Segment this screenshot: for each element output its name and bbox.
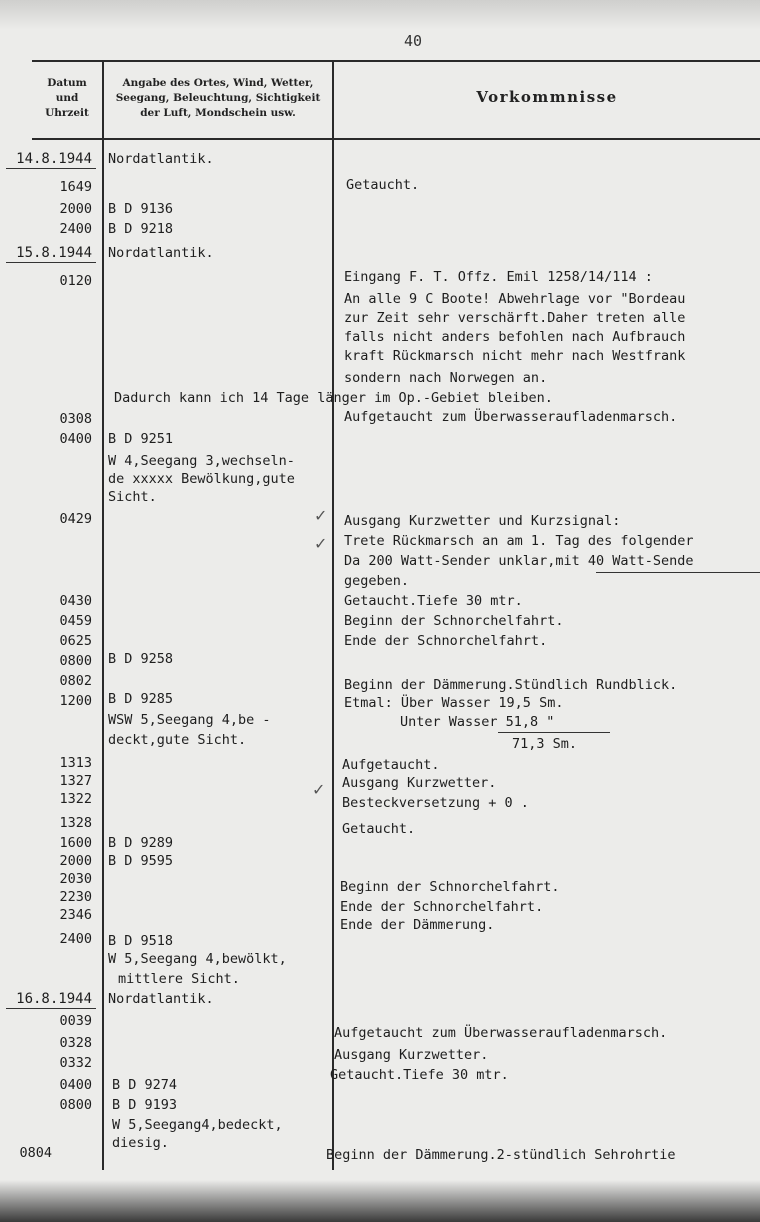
log-event: Aufgetaucht. (342, 757, 440, 773)
log-event: Ausgang Kurzwetter. (342, 775, 497, 791)
log-time: 0120 (59, 273, 92, 289)
log-event: gegeben. (344, 573, 410, 589)
log-event: 71,3 Sm. (512, 736, 578, 752)
log-time: 0308 (59, 411, 92, 427)
log-date: 15.8.1944 (16, 245, 92, 261)
log-place: Nordatlantik. (108, 151, 214, 167)
log-place: B D 9193 (112, 1097, 178, 1113)
log-place: B D 9595 (108, 853, 174, 869)
log-place: Nordatlantik. (108, 991, 214, 1007)
log-place: diesig. (112, 1135, 169, 1151)
log-place: B D 9285 (108, 691, 174, 707)
column-divider-1 (102, 60, 104, 1170)
log-event: Beginn der Dämmerung.2-stündlich Sehrohrtie (326, 1147, 676, 1163)
log-time: 0800 (59, 1097, 92, 1113)
log-time: 1322 (59, 791, 92, 807)
log-event: Beginn der Schnorchelfahrt. (344, 613, 564, 629)
header-top-rule (32, 60, 760, 62)
log-time: 0804 (19, 1145, 52, 1161)
log-event: Ende der Schnorchelfahrt. (340, 899, 544, 915)
log-event: Ausgang Kurzwetter und Kurzsignal: (344, 513, 621, 529)
log-event: Getaucht. (346, 177, 420, 193)
log-time: 0328 (59, 1035, 92, 1051)
page-number: 40 (404, 32, 423, 50)
log-time: 0800 (59, 653, 92, 669)
log-event: Beginn der Schnorchelfahrt. (340, 879, 560, 895)
log-event: zur Zeit sehr verschärft.Daher treten alle (344, 310, 686, 326)
log-place: B D 9258 (108, 651, 174, 667)
log-event: sondern nach Norwegen an. (344, 370, 548, 386)
log-event: Getaucht. (342, 821, 416, 837)
log-place: WSW 5,Seegang 4,be - (108, 712, 271, 728)
log-event: falls nicht anders befohlen nach Aufbrauch (344, 329, 686, 345)
log-event: Trete Rückmarsch an am 1. Tag des folgender (344, 533, 694, 549)
log-event: Ausgang Kurzwetter. (334, 1047, 489, 1063)
log-place: mittlere Sicht. (118, 971, 240, 987)
log-place: Sicht. (108, 489, 157, 505)
log-time: 0429 (59, 511, 92, 527)
header-datum-line3: Uhrzeit (45, 107, 89, 119)
log-place: W 5,Seegang 4,bewölkt, (108, 951, 287, 967)
log-time: 1600 (59, 835, 92, 851)
header-ort (104, 76, 332, 121)
check-mark: ✓ (312, 780, 326, 799)
log-time: 0459 (59, 613, 92, 629)
log-date: 16.8.1944 (16, 991, 92, 1007)
date-underline (6, 262, 96, 263)
log-place: deckt,gute Sicht. (108, 732, 247, 748)
log-time: 0039 (59, 1013, 92, 1029)
log-event: Aufgetaucht zum Überwasseraufladenmarsch. (334, 1025, 668, 1041)
log-event: Getaucht.Tiefe 30 mtr. (344, 593, 523, 609)
log-event: An alle 9 C Boote! Abwehrlage vor "Bordeau (344, 291, 686, 307)
log-time: 2400 (59, 221, 92, 237)
log-event: Besteckversetzung + 0 . (342, 795, 529, 811)
log-remark: Dadurch kann ich 14 Tage länger im Op.-Gebiet bleiben. (114, 390, 553, 406)
log-event: Unter Wasser 51,8 " (400, 714, 555, 730)
header-ort-line1: Angabe des Ortes, Wind, Wetter, (122, 77, 314, 89)
log-time: 2000 (59, 201, 92, 217)
log-event: Ende der Dämmerung. (340, 917, 495, 933)
log-time: 2400 (59, 931, 92, 947)
log-place: B D 9289 (108, 835, 174, 851)
log-time: 2346 (59, 907, 92, 923)
log-time: 1328 (59, 815, 92, 831)
log-event: Etmal: Über Wasser 19,5 Sm. (344, 695, 564, 711)
log-event: Eingang F. T. Offz. Emil 1258/14/114 : (344, 269, 653, 285)
log-place: B D 9218 (108, 221, 174, 237)
log-place: B D 9251 (108, 431, 174, 447)
date-underline (6, 1008, 96, 1009)
page-bottom-shadow (0, 1180, 760, 1222)
column-divider-2 (332, 60, 334, 1170)
log-place: B D 9136 (108, 201, 174, 217)
header-ort-line2: Seegang, Beleuchtung, Sichtigkeit (115, 92, 321, 104)
log-time: 0400 (59, 431, 92, 447)
log-event: Getaucht.Tiefe 30 mtr. (330, 1067, 509, 1083)
log-place: B D 9518 (108, 933, 174, 949)
log-time: 1200 (59, 693, 92, 709)
log-time: 2030 (59, 871, 92, 887)
log-time: 1649 (59, 179, 92, 195)
page-top-shadow (0, 0, 760, 30)
header-datum-line1: Datum (47, 77, 87, 89)
log-time: 0802 (59, 673, 92, 689)
header-datum-line2: und (55, 92, 79, 104)
header-vorkommnisse: Vorkommnisse (476, 88, 618, 106)
log-time: 0430 (59, 593, 92, 609)
log-time: 1313 (59, 755, 92, 771)
log-time: 1327 (59, 773, 92, 789)
sum-underline (498, 732, 610, 733)
log-event: Ende der Schnorchelfahrt. (344, 633, 548, 649)
check-mark: ✓ (314, 534, 328, 553)
log-place: B D 9274 (112, 1077, 178, 1093)
log-event: kraft Rückmarsch nicht mehr nach Westfrank (344, 348, 686, 364)
log-date: 14.8.1944 (16, 151, 92, 167)
underline-mark (596, 572, 760, 573)
log-place: de xxxxx Bewölkung,gute (108, 471, 295, 487)
header-ort-line3: der Luft, Mondschein usw. (140, 107, 296, 119)
log-event: Da 200 Watt-Sender unklar,mit 40 Watt-Sende (344, 553, 694, 569)
log-time: 2230 (59, 889, 92, 905)
header-bottom-rule (32, 138, 760, 140)
log-event: Aufgetaucht zum Überwasseraufladenmarsch. (344, 409, 678, 425)
log-time: 0400 (59, 1077, 92, 1093)
log-place: W 5,Seegang4,bedeckt, (112, 1117, 283, 1133)
log-time: 0625 (59, 633, 92, 649)
header-datum (32, 76, 102, 121)
log-place: Nordatlantik. (108, 245, 214, 261)
log-time: 0332 (59, 1055, 92, 1071)
check-mark: ✓ (314, 506, 328, 525)
log-event: Beginn der Dämmerung.Stündlich Rundblick. (344, 677, 678, 693)
log-place: W 4,Seegang 3,wechseln- (108, 453, 295, 469)
date-underline (6, 168, 96, 169)
log-time: 2000 (59, 853, 92, 869)
